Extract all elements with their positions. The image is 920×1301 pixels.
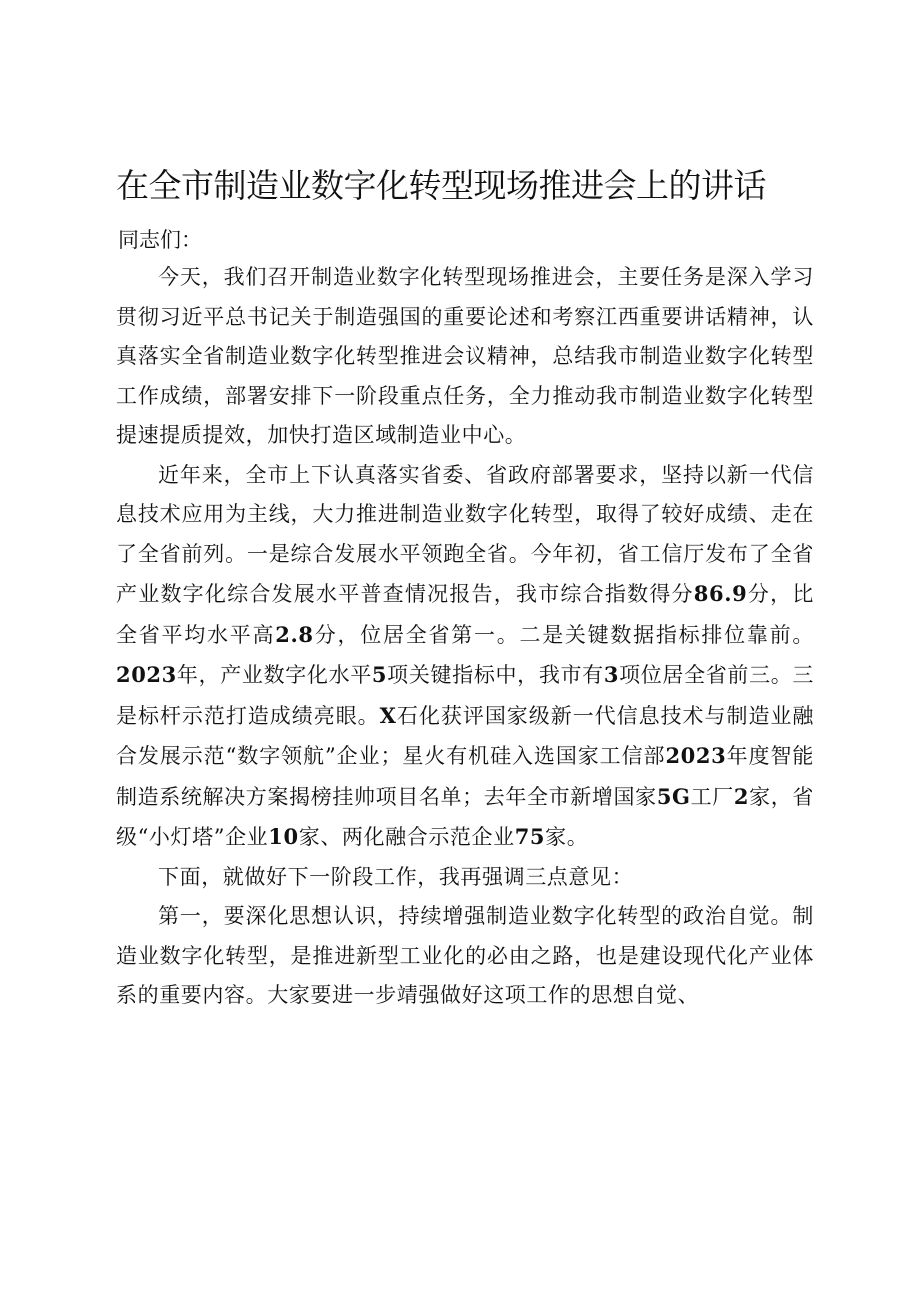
text-segment: 项关键指标中，我市有 xyxy=(387,663,604,687)
text-segment: 家。 xyxy=(545,825,589,849)
text-segment: 近年来，全市上下认真落实省委、省政府部署要求，坚持以新一代信息技术应用为主线，大力推进制造业数字化转型，取得了较好成绩、走在了全省前列。一是综合发展水平领跑全省。今年初，省工信厅发布了全省产业数字化综合发展水平普查情况报告，我市综合指数得分 xyxy=(116,462,814,606)
text-segment: 分，位居全省第一。二是关键数据指标排位靠前。 xyxy=(313,622,815,647)
number-top-three: 3 xyxy=(603,662,620,687)
number-lighthouse: 10 xyxy=(268,824,299,849)
number-margin: 2.8 xyxy=(275,621,314,647)
text-segment: 项位居全省前三。三是标杆示范打造成绩亮眼。 xyxy=(116,663,814,728)
number-year: 2023 xyxy=(116,662,177,687)
paragraph-first-point: 第一，要深化思想认识，持续增强制造业数字化转型的政治自觉。制造业数字化转型，是推进新型工业化的必由之路，也是建设现代化产业体系的重要内容。大家要进一步靖强做好这项工作的思想自觉、 xyxy=(116,904,814,1007)
text-segment: 家，省级“小灯塔”企业 xyxy=(116,784,815,849)
number-5g-factories: 2 xyxy=(733,783,750,809)
number-year: 2023 xyxy=(665,743,727,768)
number-integration: 75 xyxy=(514,824,546,849)
paragraph-achievements xyxy=(116,456,814,858)
label-5g: 5G xyxy=(656,783,691,809)
text-segment: 家、两化融合示范企业 xyxy=(298,825,515,849)
number-indicators: 5 xyxy=(371,662,388,687)
text-segment: 年度智能制造系统解决方案揭榜挂帅项目名单；去年全市新增国家 xyxy=(116,744,814,809)
document-title: 在全市制造业数字化转型现场推进会上的讲话 xyxy=(116,166,766,205)
paragraph-opening: 今天，我们召开制造业数字化转型现场推进会，主要任务是深入学习贯彻习近平总书记关于制造强国的重要论述和考察江西重要讲话精神，认真落实全省制造业数字化转型推进会议精神，总结我市制造业数字化转型工作成绩，部署安排下一阶段重点任务，全力推动我市制造业数字化转型提速提质提效，加快打造区域制造业中心。 xyxy=(116,265,814,447)
text-segment: 石化获评国家级新一代信息技术与制造业融合发展示范“数字领航”企业；星火有机硅入选国家工信部 xyxy=(116,703,814,768)
company-letter: X xyxy=(379,702,397,728)
text-segment: 年，产业数字化水平 xyxy=(176,663,372,687)
paragraph-transition: 下面，就做好下一阶段工作，我再强调三点意见： xyxy=(158,864,634,889)
greeting: 同志们： xyxy=(118,228,202,252)
document-body xyxy=(116,258,814,1016)
number-score: 86.9 xyxy=(693,581,748,606)
text-segment: 工厂 xyxy=(690,784,734,809)
text-segment: 分，比全省平均水平高 xyxy=(116,582,814,647)
